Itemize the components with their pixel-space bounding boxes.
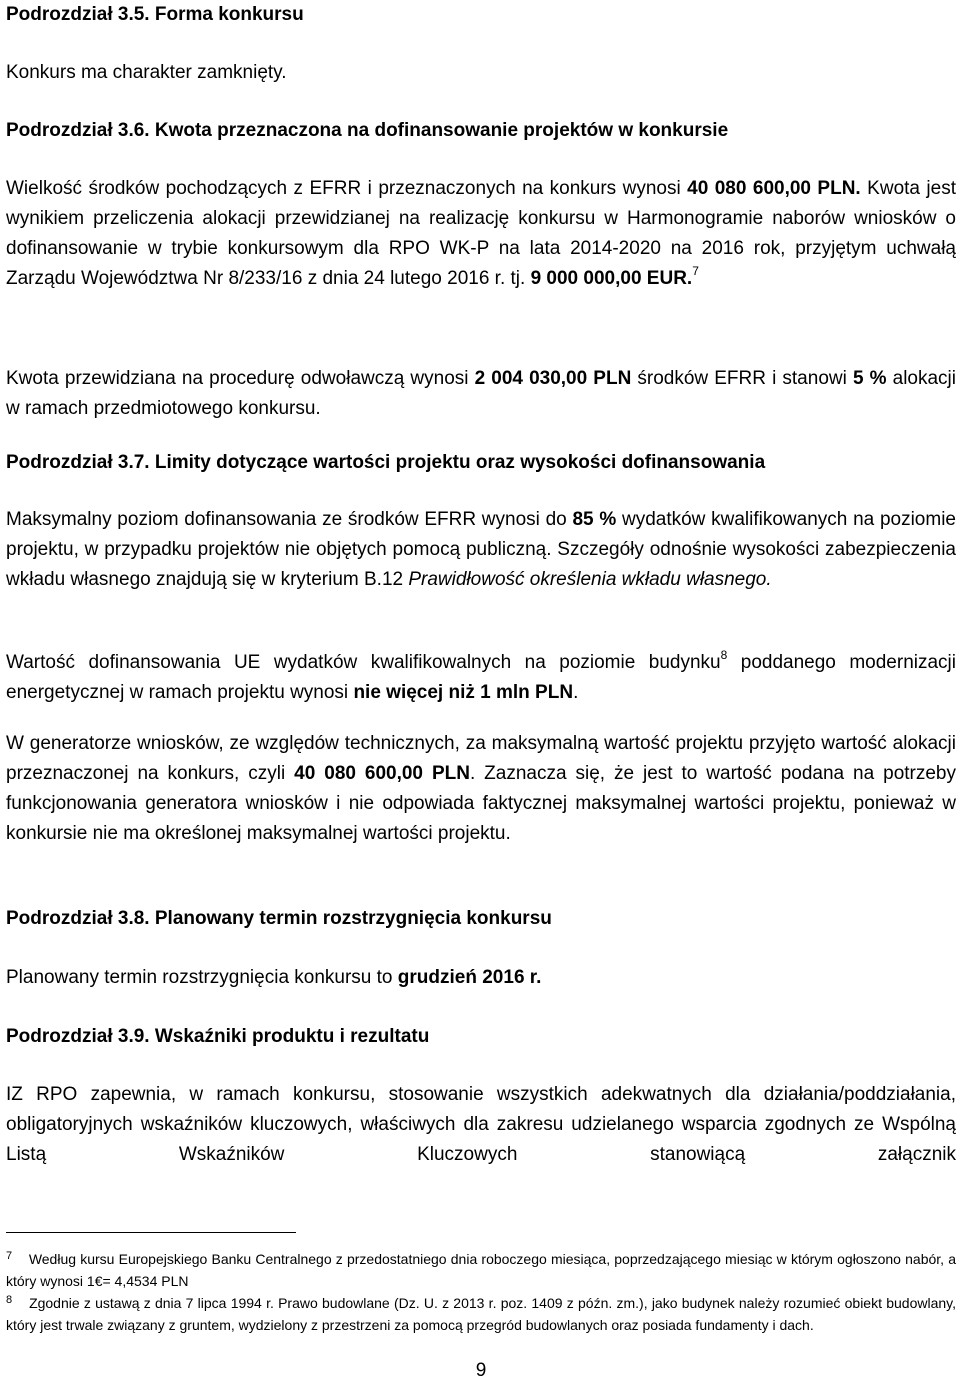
- footnote-number: 7: [6, 1250, 13, 1262]
- planned-date: grudzień 2016 r.: [397, 967, 542, 988]
- section-heading-3-6: Podrozdział 3.6. Kwota przeznaczona na dofinansowanie projektów w konkursie: [6, 120, 729, 141]
- section-heading-3-5: Podrozdział 3.5. Forma konkursu: [6, 4, 304, 25]
- text: Kwota jest wynikiem przeliczenia alokacji przewidzianej na realizację konkursu w Harmonogramie naborów wniosków o dofinansowanie w trybie konkursowym dla RPO WK-P na lata 2014-2020 na 2016 rok, przyjętym uchwałą Zarządu Województwa Nr 8/233/16 z dnia 24 lutego 2016 r. tj.: [6, 178, 956, 289]
- appeal-percent: 5 %: [852, 368, 887, 389]
- max-percent: 85 %: [572, 509, 617, 530]
- text: Maksymalny poziom dofinansowania ze środków EFRR wynosi do: [6, 509, 573, 530]
- amount-eur: 9 000 000,00 EUR.: [530, 268, 693, 289]
- paragraph-appeal-amount: [6, 364, 956, 424]
- criterion-name: Prawidłowość określenia wkładu własnego.: [408, 569, 772, 590]
- paragraph-generator: [6, 729, 956, 849]
- footnote-7: [6, 1248, 956, 1292]
- text: .: [573, 682, 579, 703]
- footnote-text: Zgodnie z ustawą z dnia 7 lipca 1994 r. Prawo budowlane (Dz. U. z 2013 r. poz. 1409 z późn. zm.), jako budynek należy rozumieć obiekt budowlany, który jest trwale związany z gruntem, wydzielony z przestrzeni za pomocą przegród budowlanych oraz posiada fundamenty i dach.: [6, 1295, 956, 1333]
- footnote-8: [6, 1292, 956, 1336]
- text: Planowany termin rozstrzygnięcia konkursu to: [6, 967, 398, 988]
- text: . Zaznacza się, że jest to wartość podana na potrzeby funkcjonowania generatora wniosków i nie odpowiada faktycznej maksymalnej wartości projektu, ponieważ w konkursie nie ma określonej maksymalnej wartości projektu.: [6, 763, 956, 844]
- page-number: 9: [475, 1360, 487, 1381]
- section-heading-3-8: Podrozdział 3.8. Planowany termin rozstrzygnięcia konkursu: [6, 908, 552, 929]
- paragraph-form: Konkurs ma charakter zamknięty.: [6, 62, 287, 83]
- footnote-text: Według kursu Europejskiego Banku Centralnego z przedostatniego dnia roboczego miesiąca, poprzedzającego miesiąc w którym ogłoszono nabór, a który wynosi 1€= 4,4534 PLN: [6, 1251, 956, 1289]
- text: Wielkość środków pochodzących z EFRR i przeznaczonych na konkurs wynosi: [6, 178, 688, 199]
- section-heading-3-9: Podrozdział 3.9. Wskaźniki produktu i rezultatu: [6, 1026, 430, 1047]
- paragraph-allocation: [6, 174, 956, 294]
- text: alokacji w ramach przedmiotowego konkursu.: [6, 368, 956, 419]
- text: środków EFRR i stanowi: [631, 368, 853, 389]
- text: W generatorze wniosków, ze względów technicznych, za maksymalną wartość projektu przyjęto wartość alokacji przeznaczonej na konkurs, czyli: [6, 733, 956, 784]
- footnote-separator: [6, 1232, 296, 1233]
- paragraph-indicators: IZ RPO zapewnia, w ramach konkursu, stosowanie wszystkich adekwatnych dla działania/poddziałania, obligatoryjnych wskaźników kluczowych, właściwych dla zakresu udzielanego wsparcia zgodnych ze Wspólną Listą Wskaźników Kluczowych stanowiącą załącznik: [6, 1084, 956, 1165]
- generator-amount: 40 080 600,00 PLN: [294, 763, 470, 784]
- footnote-number: 8: [6, 1294, 13, 1306]
- paragraph-eu-cofinancing-building: [6, 648, 956, 708]
- paragraph-max-cofinancing: [6, 505, 956, 595]
- text: poddanego modernizacji energetycznej w ramach projektu wynosi: [6, 652, 957, 703]
- text: Kwota przewidziana na procedurę odwoławczą wynosi: [6, 368, 475, 389]
- paragraph-planned-date: [6, 963, 956, 993]
- limit-value: nie więcej niż 1 mln PLN: [353, 682, 574, 703]
- amount-pln: 40 080 600,00 PLN.: [687, 178, 861, 199]
- text: Wartość dofinansowania UE wydatków kwalifikowalnych na poziomie budynku: [6, 652, 721, 673]
- appeal-amount: 2 004 030,00 PLN: [474, 368, 632, 389]
- section-heading-3-7: Podrozdział 3.7. Limity dotyczące wartości projektu oraz wysokości dofinansowania: [6, 452, 766, 473]
- footnote-ref-8: 8: [720, 647, 728, 662]
- text: wydatków kwalifikowanych na poziomie projektu, w przypadku projektów nie objętych pomocą publiczną. Szczegóły odnośnie wysokości zabezpieczenia wkładu własnego znajdują się w kryterium B.12: [6, 509, 956, 590]
- footnote-ref-7: 7: [692, 263, 699, 278]
